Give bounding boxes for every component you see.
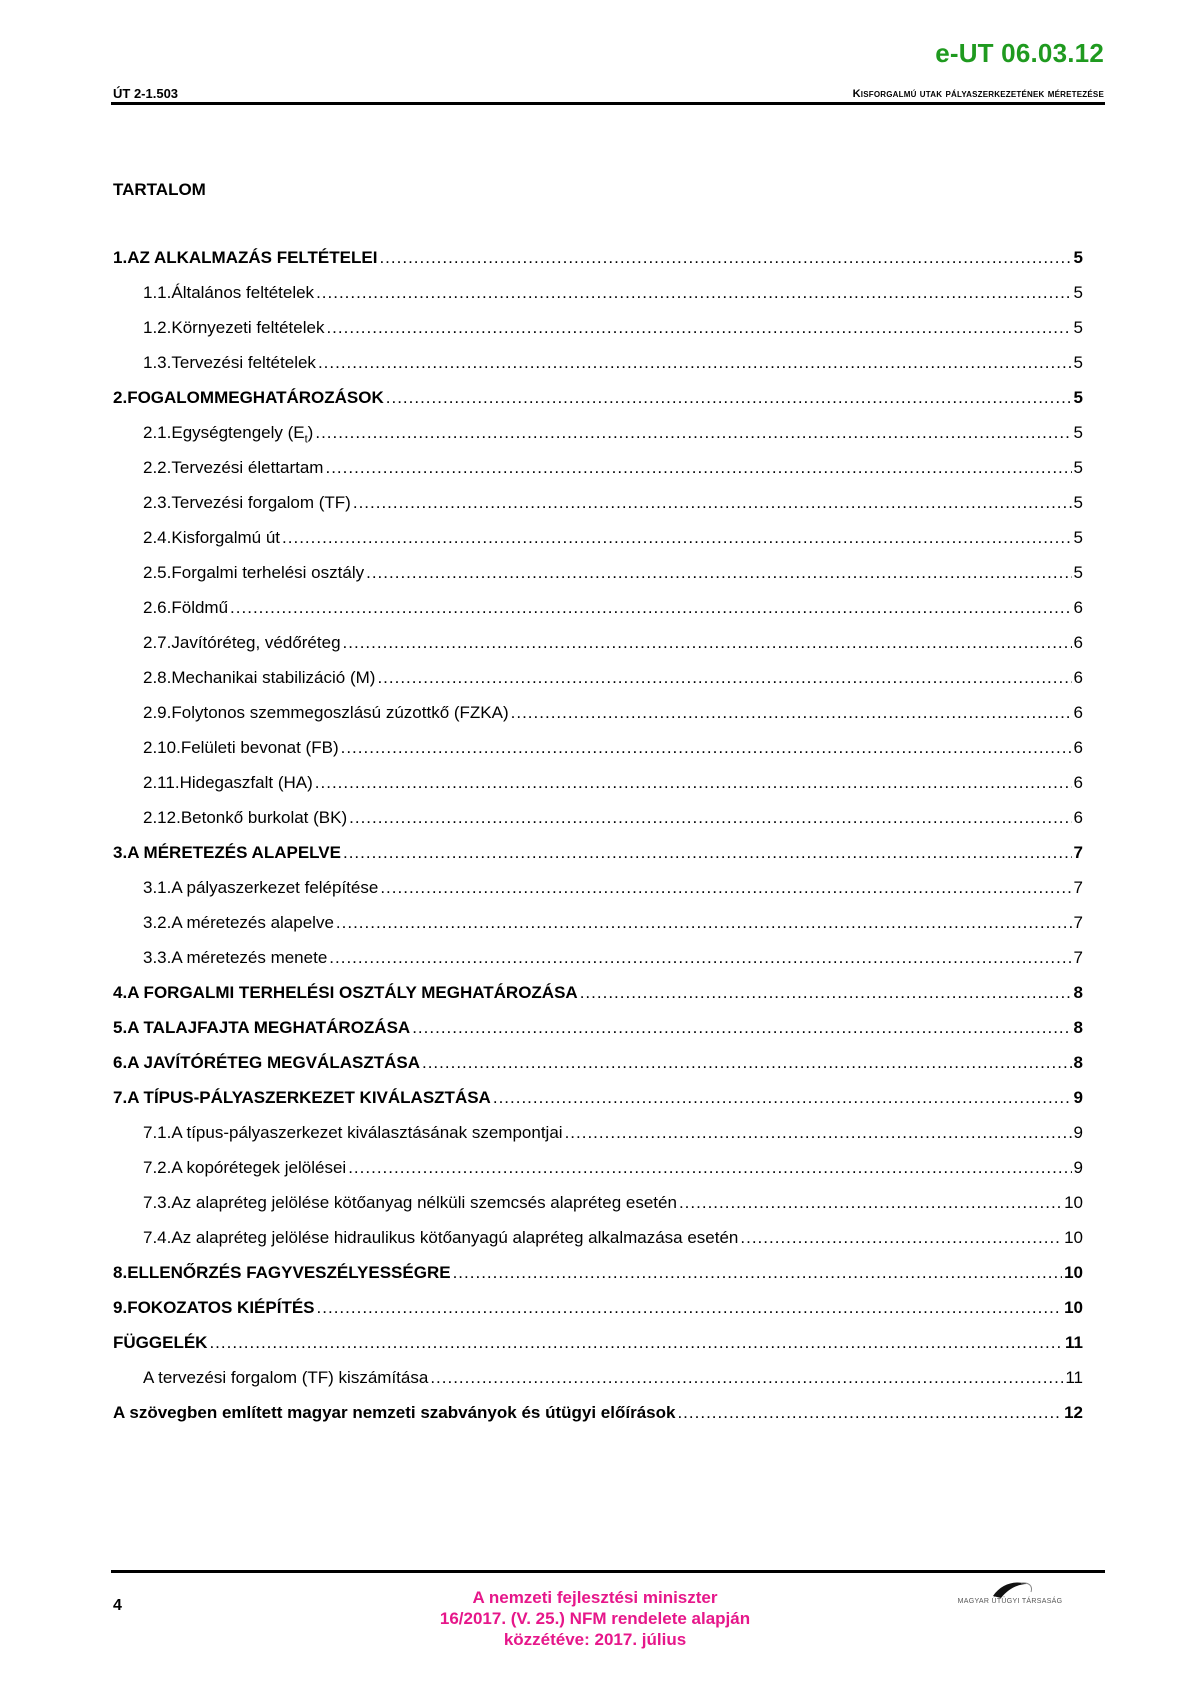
toc-entry[interactable] (113, 913, 1083, 948)
toc-entry-label: Környezeti feltételek (171, 318, 325, 337)
toc-entry[interactable] (113, 353, 1083, 388)
toc-entry-page: 10 (1064, 1228, 1083, 1247)
toc-entry[interactable] (113, 1053, 1083, 1088)
toc-entry-number: 2.2. (143, 458, 172, 477)
toc-entry-number: 2.1. (143, 423, 172, 442)
toc-entry-page: 5 (1073, 423, 1083, 442)
toc-entry-number: 2.11. (143, 773, 180, 792)
toc-leader-dots (679, 1193, 1062, 1213)
toc-entry[interactable] (113, 948, 1083, 983)
document-code: e-UT 06.03.12 (935, 38, 1104, 68)
toc-entry-number: 2.12. (143, 808, 181, 827)
toc-entry-label: Kisforgalmú út (171, 528, 281, 547)
footer-rule (111, 1570, 1105, 1573)
toc-entry-page: 9 (1073, 1158, 1083, 1177)
running-title: Kisforgalmú utak pályaszerkezetének méretezése (852, 88, 1104, 100)
toc-entry-page: 7 (1073, 913, 1083, 932)
toc-entry[interactable] (113, 1228, 1083, 1263)
toc-entry-label: Tervezési élettartam (171, 458, 324, 477)
toc-entry-page: 5 (1073, 458, 1083, 477)
toc-leader-dots (317, 1298, 1063, 1318)
toc-leader-dots (366, 563, 1071, 583)
toc-entry-page: 10 (1064, 1193, 1083, 1212)
toc-entry[interactable] (113, 528, 1083, 563)
toc-entry[interactable] (113, 1158, 1083, 1193)
toc-entry[interactable] (113, 808, 1083, 843)
toc-entry-label: Általános feltételek (171, 283, 315, 302)
toc-entry-number: 7.3. (143, 1193, 172, 1212)
toc-entry-page: 6 (1073, 738, 1083, 757)
toc-entry-label: Javítóréteg, védőréteg (171, 633, 341, 652)
toc-title: TARTALOM (113, 180, 206, 199)
toc-entry-number: 3.2. (143, 913, 172, 932)
publication-notice-line: közzétéve: 2017. július (503, 1630, 687, 1649)
toc-entry-number: 2.3. (143, 493, 172, 512)
toc-leader-dots (386, 388, 1072, 408)
toc-leader-dots (511, 703, 1072, 723)
toc-leader-dots (348, 1158, 1071, 1178)
toc-entry-number: 5. (113, 1018, 128, 1037)
toc-entry-page: 7 (1073, 878, 1083, 897)
toc-entry-label: A tervezési forgalom (TF) kiszámítása (143, 1368, 429, 1387)
toc-entry[interactable] (113, 1403, 1083, 1438)
toc-entry-page: 9 (1073, 1088, 1083, 1107)
toc-leader-dots (412, 1018, 1071, 1038)
toc-leader-dots (380, 878, 1071, 898)
publication-notice-line: 16/2017. (V. 25.) NFM rendelete alapján (439, 1609, 751, 1628)
toc-entry-number: 9. (113, 1298, 128, 1317)
toc-entry-label: A FORGALMI TERHELÉSI OSZTÁLY MEGHATÁROZÁSA (127, 983, 578, 1002)
toc-entry-number: 2. (113, 388, 128, 407)
toc-entry-label: A méretezés alapelve (171, 913, 334, 932)
toc-entry-label: AZ ALKALMAZÁS FELTÉTELEI (127, 248, 378, 267)
toc-entry-label: Az alapréteg jelölése hidraulikus kötőanyagú alapréteg alkalmazása esetén (171, 1228, 739, 1247)
toc-entry-number: 7.1. (143, 1123, 172, 1142)
toc-leader-dots (209, 1333, 1063, 1353)
toc-entry-page: 7 (1073, 843, 1083, 862)
toc-entry-number: 1.1. (143, 283, 172, 302)
toc-entry-number: 4. (113, 983, 128, 1002)
toc-entry-page: 11 (1065, 1368, 1083, 1387)
toc-leader-dots (326, 318, 1071, 338)
toc-entry-page: 8 (1073, 1053, 1083, 1072)
toc-entry-label: FÜGGELÉK (113, 1333, 208, 1352)
toc-entry-number: 7. (113, 1088, 128, 1107)
toc-entry-number: 7.2. (143, 1158, 172, 1177)
toc-entry[interactable] (113, 703, 1083, 738)
toc-entry-page: 6 (1073, 808, 1083, 827)
toc-entry[interactable] (113, 878, 1083, 913)
toc-entry-page: 6 (1073, 668, 1083, 687)
toc-entry[interactable] (113, 738, 1083, 773)
toc-leader-dots (453, 1263, 1063, 1283)
toc-entry[interactable] (113, 318, 1083, 353)
toc-entry-label: A MÉRETEZÉS ALAPELVE (127, 843, 341, 862)
page-number: 4 (113, 1597, 122, 1614)
toc-entry-number: 6. (113, 1053, 128, 1072)
toc-entry[interactable] (113, 423, 1083, 458)
toc-entry-label: A kopórétegek jelölései (171, 1158, 347, 1177)
toc-entry-page: 6 (1073, 703, 1083, 722)
toc-entry-page: 6 (1073, 598, 1083, 617)
toc-entry[interactable] (113, 1368, 1083, 1403)
toc-entry-page: 5 (1073, 353, 1083, 372)
toc-entry-page: 5 (1073, 528, 1083, 547)
toc-entry-label: Betonkő burkolat (BK) (180, 808, 348, 827)
toc-entry-page: 5 (1073, 493, 1083, 512)
toc-entry-label: Tervezési forgalom (TF) (171, 493, 351, 512)
toc-entry-label: A TALAJFAJTA MEGHATÁROZÁSA (127, 1018, 411, 1037)
toc-entry-label: A méretezés menete (171, 948, 328, 967)
toc-entry-page: 8 (1073, 983, 1083, 1002)
toc-leader-dots (230, 598, 1071, 618)
table-of-contents (113, 248, 1083, 1438)
toc-entry-label: A TÍPUS-PÁLYASZERKEZET KIVÁLASZTÁSA (127, 1088, 491, 1107)
toc-entry-page: 5 (1073, 388, 1083, 407)
toc-entry-number: 2.6. (143, 598, 172, 617)
toc-leader-dots (325, 458, 1071, 478)
road-swoosh-icon (935, 1578, 1085, 1600)
toc-entry-number: 8. (113, 1263, 128, 1282)
toc-leader-dots (565, 1123, 1072, 1143)
toc-entry-number: 1.2. (143, 318, 172, 337)
toc-entry-label: Forgalmi terhelési osztály (171, 563, 365, 582)
toc-entry-page: 10 (1064, 1298, 1083, 1317)
toc-entry[interactable] (113, 1193, 1083, 1228)
toc-entry-label: Felületi bevonat (FB) (180, 738, 339, 757)
toc-entry-number: 2.7. (143, 633, 172, 652)
society-logo-text: MAGYAR ÚTÜGYI TÁRSASÁG (957, 1598, 1063, 1605)
toc-entry[interactable] (113, 388, 1083, 423)
header-rule (111, 102, 1105, 105)
publication-notice-line: A nemzeti fejlesztési miniszter (472, 1588, 718, 1607)
toc-entry-number: 7.4. (143, 1228, 172, 1247)
toc-leader-dots (349, 808, 1071, 828)
toc-entry-page: 7 (1073, 948, 1083, 967)
toc-entry-label: FOGALOMMEGHATÁROZÁSOK (127, 388, 384, 407)
toc-entry-page: 5 (1073, 283, 1083, 302)
toc-entry[interactable] (113, 1263, 1083, 1298)
toc-leader-dots (341, 738, 1072, 758)
toc-entry[interactable] (113, 1298, 1083, 1333)
toc-leader-dots (379, 248, 1071, 268)
toc-entry-label: A pályaszerkezet felépítése (171, 878, 379, 897)
toc-entry[interactable] (113, 493, 1083, 528)
society-logo (935, 1578, 1085, 1618)
toc-entry-number: 1.3. (143, 353, 172, 372)
toc-entry-page: 5 (1073, 563, 1083, 582)
toc-entry[interactable] (113, 458, 1083, 493)
toc-leader-dots (353, 493, 1072, 513)
toc-entry[interactable] (113, 598, 1083, 633)
toc-entry[interactable] (113, 248, 1083, 283)
toc-entry[interactable] (113, 1088, 1083, 1123)
toc-leader-dots (315, 423, 1071, 443)
toc-entry-label-text: Egységtengely (E (171, 423, 305, 442)
toc-entry-page: 6 (1073, 773, 1083, 792)
toc-entry-number: 3.3. (143, 948, 172, 967)
toc-entry[interactable] (113, 1333, 1083, 1368)
toc-entry[interactable] (113, 668, 1083, 703)
toc-entry-page: 6 (1073, 633, 1083, 652)
toc-entry[interactable] (113, 773, 1083, 808)
toc-entry-label: FOKOZATOS KIÉPÍTÉS (127, 1298, 315, 1317)
toc-leader-dots (580, 983, 1072, 1003)
toc-entry-label-subscript: t (304, 433, 308, 446)
toc-entry-page: 10 (1064, 1263, 1083, 1282)
toc-leader-dots (336, 913, 1072, 933)
toc-entry-page: 9 (1073, 1123, 1083, 1142)
toc-entry-number: 2.5. (143, 563, 172, 582)
toc-leader-dots (493, 1088, 1072, 1108)
toc-leader-dots (430, 1368, 1063, 1388)
toc-entry[interactable] (113, 283, 1083, 318)
toc-entry-label: Hidegaszfalt (HA) (179, 773, 313, 792)
toc-entry-page: 5 (1073, 248, 1083, 267)
toc-leader-dots (315, 773, 1072, 793)
toc-entry-label: A típus-pályaszerkezet kiválasztásának szempontjai (171, 1123, 563, 1142)
toc-entry-number: 1. (113, 248, 128, 267)
toc-entry[interactable] (113, 563, 1083, 598)
toc-entry[interactable] (113, 1123, 1083, 1158)
toc-entry-label: Folytonos szemmegoszlású zúzottkő (FZKA) (171, 703, 509, 722)
toc-entry-number: 3.1. (143, 878, 172, 897)
toc-entry[interactable] (113, 983, 1083, 1018)
toc-leader-dots (377, 668, 1071, 688)
toc-entry[interactable] (113, 633, 1083, 668)
toc-entry-page: 5 (1073, 318, 1083, 337)
toc-entry-label: Mechanikai stabilizáció (M) (171, 668, 376, 687)
toc-leader-dots (282, 528, 1072, 548)
toc-entry-label-end: ) (307, 423, 314, 442)
toc-leader-dots (343, 633, 1072, 653)
toc-entry-number: 3. (113, 843, 128, 862)
toc-leader-dots (316, 283, 1071, 303)
toc-entry[interactable] (113, 843, 1083, 878)
toc-entry-label: Tervezési feltételek (171, 353, 316, 372)
toc-entry-label (171, 423, 313, 445)
toc-entry-page: 12 (1064, 1403, 1083, 1422)
toc-entry[interactable] (113, 1018, 1083, 1053)
toc-entry-label: Földmű (171, 598, 229, 617)
toc-entry-number: 2.4. (143, 528, 172, 547)
toc-leader-dots (740, 1228, 1062, 1248)
toc-entry-label: Az alapréteg jelölése kötőanyag nélküli szemcsés alapréteg esetén (171, 1193, 677, 1212)
toc-leader-dots (422, 1053, 1072, 1073)
toc-entry-page: 11 (1065, 1333, 1083, 1352)
toc-leader-dots (329, 948, 1071, 968)
toc-leader-dots (318, 353, 1072, 373)
toc-entry-page: 8 (1073, 1018, 1083, 1037)
toc-leader-dots (677, 1403, 1062, 1423)
toc-entry-number: 2.8. (143, 668, 172, 687)
toc-leader-dots (343, 843, 1072, 863)
toc-entry-label: A JAVÍTÓRÉTEG MEGVÁLASZTÁSA (127, 1053, 420, 1072)
toc-entry-label: ELLENŐRZÉS FAGYVESZÉLYESSÉGRE (127, 1263, 451, 1282)
toc-entry-number: 2.9. (143, 703, 172, 722)
standard-id: ÚT 2-1.503 (113, 86, 179, 101)
toc-entry-label: A szövegben említett magyar nemzeti szabványok és útügyi előírások (113, 1403, 676, 1422)
toc-entry-number: 2.10. (143, 738, 181, 757)
